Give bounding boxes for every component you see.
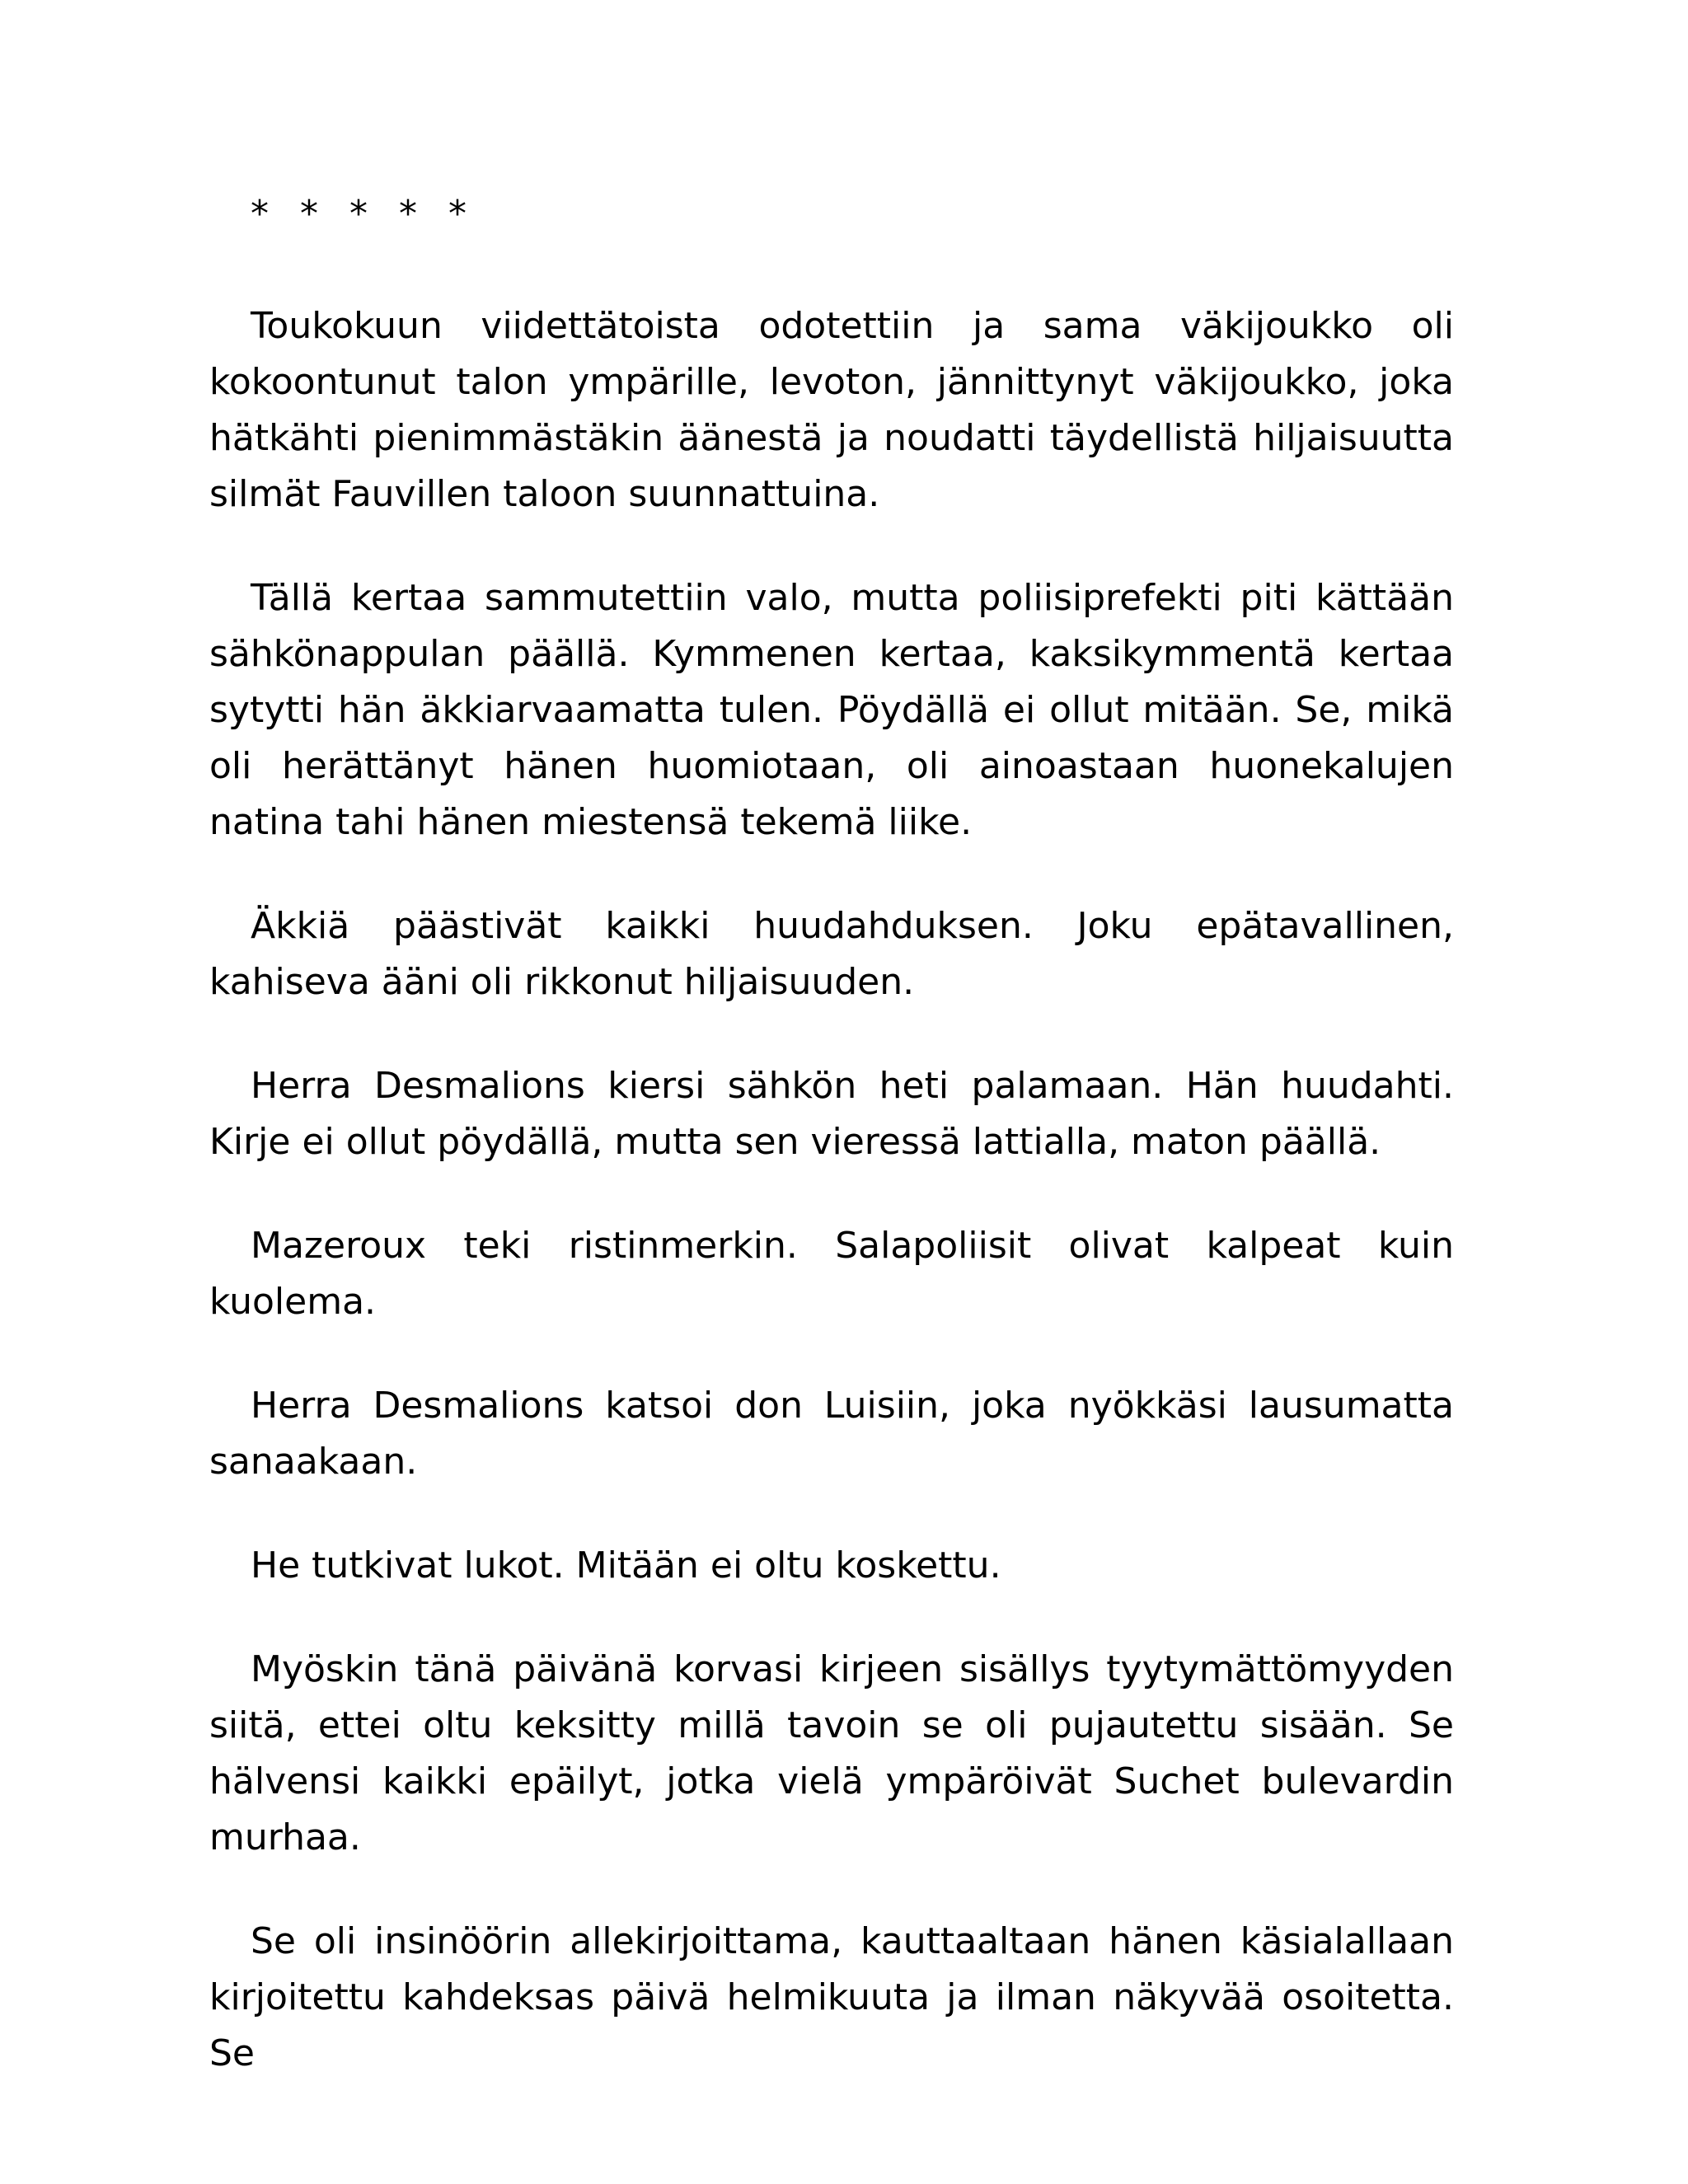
paragraph: Tällä kertaa sammutettiin valo, mutta poliisiprefekti piti kättään sähkönappulan päällä. Kymmenen kertaa, kaksikymmentä kertaa sytytti hän äkkiarvaamatta tulen. Pöydällä ei ollut mitään. Se, mikä oli herättänyt hänen huomiotaan, oli ainoastaan huonekalujen natina tahi hänen miestensä tekemä liike. — [209, 577, 1454, 843]
paragraph: Äkkiä päästivät kaikki huudahduksen. Joku epätavallinen, kahiseva ääni oli rikkonut hiljaisuuden. — [209, 905, 1454, 1003]
paragraph: Toukokuun viidettätoista odotettiin ja sama väkijoukko oli kokoontunut talon ympärille, levoton, jännittynyt väkijoukko, joka hätkähti pienimmästäkin äänestä ja noudatti täydellistä hiljaisuutta silmät Fauvillen taloon suunnattuina. — [209, 305, 1454, 515]
paragraph: Herra Desmalions katsoi don Luisiin, joka nyökkäsi lausumatta sanaakaan. — [209, 1385, 1454, 1483]
paragraph: Mazeroux teki ristinmerkin. Salapoliisit olivat kalpeat kuin kuolema. — [209, 1225, 1454, 1323]
paragraph: He tutkivat lukot. Mitään ei oltu koskettu. — [251, 1544, 1001, 1586]
paragraph: Se oli insinöörin allekirjoittama, kauttaaltaan hänen käsialallaan kirjoitettu kahdeksas päivä helmikuuta ja ilman näkyvää osoitetta. Se — [209, 1920, 1454, 2074]
document-page — [209, 186, 1454, 2082]
section-separator: * * * * * — [251, 193, 476, 235]
paragraph: Myöskin tänä päivänä korvasi kirjeen sisällys tyytymättömyyden siitä, ettei oltu keksitty millä tavoin se oli pujautettu sisään. Se hälvensi kaikki epäilyt, jotka vielä ympäröivät Suchet bulevardin murhaa. — [209, 1648, 1454, 1858]
paragraph: Herra Desmalions kiersi sähkön heti palamaan. Hän huudahti. Kirje ei ollut pöydällä, mutta sen vieressä lattialla, maton päällä. — [209, 1065, 1454, 1163]
